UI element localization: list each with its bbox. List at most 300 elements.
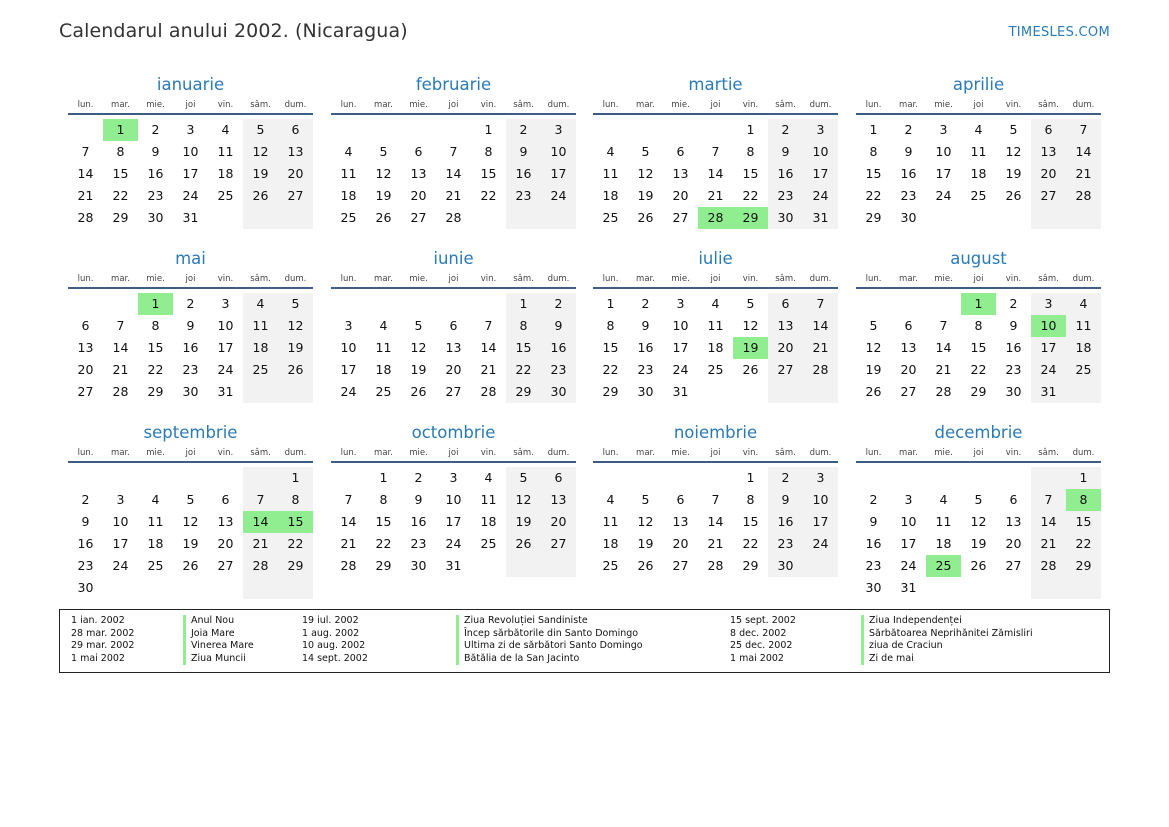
weekday-label: lun. <box>77 100 94 110</box>
day-cell: 22 <box>147 362 164 377</box>
day-cell: 12 <box>1005 144 1022 159</box>
weekday-label: mar. <box>111 274 130 284</box>
day-cell: 2 <box>506 119 541 141</box>
day-cell: 21 <box>445 188 462 203</box>
day-cell: 3 <box>939 122 948 137</box>
day-cell: 24 <box>340 384 357 399</box>
day-cell: 1 <box>869 122 878 137</box>
day-cell: 19 <box>182 536 199 551</box>
weekend-blank <box>506 555 541 577</box>
day-cell: 21 <box>243 533 278 555</box>
weekend-blank <box>768 381 803 403</box>
day-cell: 9 <box>768 141 803 163</box>
day-cell: 12 <box>278 315 313 337</box>
day-cell: 8 <box>506 315 541 337</box>
weekday-label: vin. <box>217 274 234 284</box>
weekday-label: mar. <box>899 100 918 110</box>
day-cell: 23 <box>541 359 576 381</box>
month-aprilie <box>856 74 1101 247</box>
day-cell: 28 <box>935 384 952 399</box>
day-cell: 19 <box>375 188 392 203</box>
day-cell: 3 <box>803 119 838 141</box>
day-cell: 3 <box>221 296 230 311</box>
day-cell: 7 <box>711 492 720 507</box>
day-cell: 6 <box>676 492 685 507</box>
day-cell: 16 <box>541 337 576 359</box>
weekday-label: sâm. <box>513 274 534 284</box>
day-cell: 7 <box>484 318 493 333</box>
day-cell: 12 <box>637 166 654 181</box>
day-cell: 8 <box>606 318 615 333</box>
weekday-label: mie. <box>409 274 428 284</box>
day-cell: 19 <box>278 337 313 359</box>
weekday-label: vin. <box>742 100 759 110</box>
day-cell: 15 <box>865 166 882 181</box>
day-grid <box>331 115 576 247</box>
weekday-label: mie. <box>409 448 428 458</box>
page-title: Calendarul anului 2002. (Nicaragua) <box>59 20 408 42</box>
day-cell: 5 <box>869 318 878 333</box>
day-grid <box>593 289 838 421</box>
day-cell: 16 <box>410 514 427 529</box>
weekday-header <box>331 97 576 115</box>
day-cell: 18 <box>602 188 619 203</box>
day-cell: 8 <box>379 492 388 507</box>
day-cell: 6 <box>278 119 313 141</box>
weekday-label: lun. <box>602 100 619 110</box>
day-cell: 24 <box>672 362 689 377</box>
day-cell: 19 <box>637 188 654 203</box>
day-cell: 30 <box>900 210 917 225</box>
day-cell: 4 <box>151 492 160 507</box>
day-cell-holiday: 1 <box>138 293 173 315</box>
weekday-label: sâm. <box>250 448 271 458</box>
legend-holiday-name: Zi de mai <box>869 652 914 664</box>
weekday-label: mar. <box>374 448 393 458</box>
weekend-blank <box>506 207 541 229</box>
legend-holiday-name: Ultima zi de sărbători Santo Domingo <box>464 640 643 652</box>
weekday-label: lun. <box>340 274 357 284</box>
day-cell: 9 <box>186 318 195 333</box>
day-cell: 14 <box>707 166 724 181</box>
weekday-label: dum. <box>1072 448 1095 458</box>
day-cell: 25 <box>1066 359 1101 381</box>
month-ianuarie <box>68 74 313 247</box>
day-cell: 11 <box>935 514 952 529</box>
day-cell: 22 <box>112 188 129 203</box>
day-cell: 13 <box>900 340 917 355</box>
day-cell: 3 <box>449 470 458 485</box>
weekday-label: joi <box>448 100 459 110</box>
weekday-label: vin. <box>480 448 497 458</box>
day-cell: 13 <box>1005 514 1022 529</box>
weekday-header <box>68 97 313 115</box>
day-cell: 9 <box>1009 318 1018 333</box>
weekday-label: sâm. <box>513 100 534 110</box>
day-grid <box>856 289 1101 421</box>
day-cell: 3 <box>904 492 913 507</box>
month-septembrie <box>68 422 313 595</box>
day-cell: 25 <box>970 188 987 203</box>
day-cell: 12 <box>182 514 199 529</box>
day-cell: 27 <box>1005 558 1022 573</box>
day-cell: 30 <box>182 384 199 399</box>
month-name: decembrie <box>934 423 1023 442</box>
day-cell: 8 <box>151 318 160 333</box>
weekday-header <box>331 445 576 463</box>
weekday-header <box>856 445 1101 463</box>
day-cell: 11 <box>243 315 278 337</box>
day-cell: 29 <box>742 558 759 573</box>
day-cell: 23 <box>410 536 427 551</box>
day-cell: 6 <box>1009 492 1018 507</box>
day-cell: 21 <box>707 536 724 551</box>
weekday-label: mie. <box>934 100 953 110</box>
day-cell: 1 <box>1066 467 1101 489</box>
day-cell: 20 <box>445 362 462 377</box>
day-cell: 2 <box>904 122 913 137</box>
day-cell: 7 <box>449 144 458 159</box>
weekday-label: sâm. <box>250 100 271 110</box>
day-cell: 14 <box>445 166 462 181</box>
day-cell: 26 <box>970 558 987 573</box>
month-februarie <box>331 74 576 247</box>
weekday-label: sâm. <box>1038 448 1059 458</box>
weekday-label: joi <box>973 274 984 284</box>
day-cell-holiday: 14 <box>243 511 278 533</box>
day-cell: 8 <box>746 144 755 159</box>
weekday-label: dum. <box>1072 100 1095 110</box>
day-cell: 24 <box>803 533 838 555</box>
weekday-label: joi <box>973 448 984 458</box>
day-cell: 17 <box>340 362 357 377</box>
day-cell: 27 <box>672 558 689 573</box>
legend-date: 1 aug. 2002 <box>302 627 360 639</box>
day-cell: 28 <box>340 558 357 573</box>
day-cell: 26 <box>182 558 199 573</box>
day-cell: 27 <box>1031 185 1066 207</box>
day-cell: 30 <box>865 580 882 595</box>
day-cell: 26 <box>506 533 541 555</box>
weekday-label: mie. <box>146 274 165 284</box>
weekday-label: vin. <box>480 274 497 284</box>
day-cell: 31 <box>1031 381 1066 403</box>
weekday-label: mar. <box>111 100 130 110</box>
day-cell: 25 <box>602 558 619 573</box>
day-cell: 28 <box>445 210 462 225</box>
weekday-label: joi <box>448 274 459 284</box>
day-cell: 16 <box>637 340 654 355</box>
day-cell: 25 <box>217 188 234 203</box>
day-cell: 28 <box>707 558 724 573</box>
weekday-label: dum. <box>284 448 307 458</box>
month-name: septembrie <box>143 423 238 442</box>
day-cell: 29 <box>506 381 541 403</box>
day-cell: 21 <box>1066 163 1101 185</box>
legend-holiday-name: Bătălia de la San Jacinto <box>464 652 580 664</box>
day-cell: 10 <box>803 141 838 163</box>
day-cell: 27 <box>445 384 462 399</box>
day-cell: 28 <box>112 384 129 399</box>
day-cell: 23 <box>77 558 94 573</box>
day-cell: 22 <box>865 188 882 203</box>
day-cell: 13 <box>672 166 689 181</box>
month-name: ianuarie <box>156 75 225 94</box>
day-cell: 28 <box>480 384 497 399</box>
day-cell: 20 <box>541 511 576 533</box>
day-cell: 5 <box>414 318 423 333</box>
day-cell: 2 <box>1009 296 1018 311</box>
day-cell: 12 <box>637 514 654 529</box>
day-cell: 16 <box>768 511 803 533</box>
day-cell: 27 <box>900 384 917 399</box>
day-cell: 17 <box>1031 337 1066 359</box>
day-cell: 4 <box>243 293 278 315</box>
weekday-label: mar. <box>374 274 393 284</box>
day-cell: 9 <box>869 514 878 529</box>
day-cell: 1 <box>746 470 755 485</box>
month-name: octombrie <box>411 423 496 442</box>
day-grid <box>68 289 313 421</box>
day-cell: 23 <box>182 362 199 377</box>
day-cell: 29 <box>147 384 164 399</box>
legend-date-column <box>71 615 134 665</box>
legend-date: 15 sept. 2002 <box>730 615 796 626</box>
legend-name-column <box>183 615 254 665</box>
weekday-header <box>856 271 1101 289</box>
day-cell: 3 <box>676 296 685 311</box>
legend-date: 1 mai 2002 <box>71 652 125 664</box>
weekday-label: dum. <box>809 274 832 284</box>
weekday-label: mie. <box>671 100 690 110</box>
day-cell: 10 <box>445 492 462 507</box>
day-cell: 16 <box>865 536 882 551</box>
weekend-blank <box>278 381 313 403</box>
day-cell: 4 <box>974 122 983 137</box>
day-grid <box>856 115 1101 247</box>
day-cell: 13 <box>217 514 234 529</box>
day-cell: 26 <box>637 210 654 225</box>
day-cell: 11 <box>217 144 234 159</box>
day-cell: 4 <box>484 470 493 485</box>
day-cell: 2 <box>151 122 160 137</box>
day-cell: 4 <box>606 144 615 159</box>
weekday-label: dum. <box>1072 274 1095 284</box>
weekday-label: vin. <box>480 100 497 110</box>
legend-holiday-name: ziua de Craciun <box>869 640 943 652</box>
day-cell: 22 <box>742 188 759 203</box>
day-cell: 2 <box>541 293 576 315</box>
day-cell: 26 <box>865 384 882 399</box>
day-cell: 9 <box>768 489 803 511</box>
day-cell: 24 <box>112 558 129 573</box>
weekend-blank <box>243 467 278 489</box>
month-martie <box>593 74 838 247</box>
day-cell: 8 <box>484 144 493 159</box>
day-cell: 5 <box>746 296 755 311</box>
weekday-label: mie. <box>671 274 690 284</box>
legend-date-column <box>730 615 796 665</box>
weekday-header <box>593 445 838 463</box>
day-cell: 13 <box>410 166 427 181</box>
legend-name-column <box>861 615 1033 665</box>
weekday-label: mie. <box>146 100 165 110</box>
day-cell: 8 <box>746 492 755 507</box>
day-cell: 15 <box>112 166 129 181</box>
day-cell: 10 <box>182 144 199 159</box>
day-cell: 6 <box>81 318 90 333</box>
day-cell: 24 <box>445 536 462 551</box>
brand-link[interactable]: TIMESLES.COM <box>1008 25 1110 40</box>
day-cell: 12 <box>506 489 541 511</box>
day-cell: 5 <box>1009 122 1018 137</box>
day-cell: 9 <box>904 144 913 159</box>
weekday-label: dum. <box>284 274 307 284</box>
day-cell: 31 <box>672 384 689 399</box>
weekday-label: joi <box>710 448 721 458</box>
day-cell: 14 <box>112 340 129 355</box>
day-cell: 26 <box>243 185 278 207</box>
day-cell: 28 <box>243 555 278 577</box>
legend-date-column <box>302 615 368 665</box>
day-cell: 16 <box>147 166 164 181</box>
day-cell: 15 <box>970 340 987 355</box>
weekday-label: vin. <box>742 448 759 458</box>
day-cell: 10 <box>112 514 129 529</box>
day-cell: 6 <box>221 492 230 507</box>
day-cell: 26 <box>278 359 313 381</box>
weekday-header <box>593 271 838 289</box>
weekend-blank <box>1031 207 1066 229</box>
day-cell-holiday: 25 <box>926 555 961 577</box>
day-cell: 29 <box>865 210 882 225</box>
day-cell: 5 <box>379 144 388 159</box>
weekday-label: mar. <box>111 448 130 458</box>
day-cell: 18 <box>1066 337 1101 359</box>
day-cell: 22 <box>506 359 541 381</box>
day-cell-holiday: 15 <box>278 511 313 533</box>
weekend-blank <box>803 555 838 577</box>
legend-holiday-name: Anul Nou <box>191 615 235 626</box>
day-cell: 13 <box>768 315 803 337</box>
day-cell: 18 <box>340 188 357 203</box>
holiday-legend <box>59 609 1110 673</box>
day-cell: 8 <box>974 318 983 333</box>
day-cell: 11 <box>970 144 987 159</box>
month-name: martie <box>688 75 743 94</box>
day-cell: 9 <box>151 144 160 159</box>
day-cell: 30 <box>410 558 427 573</box>
day-cell: 24 <box>935 188 952 203</box>
legend-holiday-name: Joia Mare <box>191 627 235 639</box>
day-cell: 12 <box>375 166 392 181</box>
day-cell: 13 <box>672 514 689 529</box>
day-cell: 14 <box>707 514 724 529</box>
weekday-label: joi <box>448 448 459 458</box>
day-cell: 14 <box>1031 511 1066 533</box>
day-cell: 19 <box>970 536 987 551</box>
day-cell: 23 <box>768 185 803 207</box>
month-mai <box>68 248 313 421</box>
day-cell: 11 <box>602 514 619 529</box>
day-cell: 25 <box>375 384 392 399</box>
day-cell: 23 <box>900 188 917 203</box>
month-name: aprilie <box>952 75 1005 94</box>
weekday-label: dum. <box>547 274 570 284</box>
weekday-header <box>331 271 576 289</box>
day-cell: 25 <box>707 362 724 377</box>
day-cell: 20 <box>672 536 689 551</box>
day-cell: 3 <box>186 122 195 137</box>
day-cell: 17 <box>803 163 838 185</box>
day-cell: 18 <box>243 337 278 359</box>
day-cell: 21 <box>707 188 724 203</box>
weekday-label: joi <box>185 448 196 458</box>
day-cell: 10 <box>672 318 689 333</box>
day-cell: 20 <box>768 337 803 359</box>
day-cell: 14 <box>77 166 94 181</box>
day-cell: 27 <box>278 185 313 207</box>
day-cell: 10 <box>217 318 234 333</box>
legend-date: 1 mai 2002 <box>730 652 784 664</box>
day-cell: 26 <box>410 384 427 399</box>
day-cell: 16 <box>506 163 541 185</box>
day-cell: 3 <box>1031 293 1066 315</box>
weekday-label: dum. <box>809 448 832 458</box>
day-cell: 19 <box>506 511 541 533</box>
day-cell: 11 <box>1066 315 1101 337</box>
day-cell-holiday: 29 <box>733 207 768 229</box>
day-cell: 4 <box>221 122 230 137</box>
day-cell: 20 <box>217 536 234 551</box>
day-cell: 16 <box>768 163 803 185</box>
weekday-label: lun. <box>340 100 357 110</box>
legend-holiday-name: Încep sărbătorile din Santo Domingo <box>464 627 639 639</box>
month-noiembrie <box>593 422 838 595</box>
day-cell: 24 <box>541 185 576 207</box>
legend-date: 1 ian. 2002 <box>71 615 125 626</box>
day-cell: 23 <box>1005 362 1022 377</box>
day-grid <box>68 115 313 247</box>
day-cell: 13 <box>445 340 462 355</box>
day-cell: 29 <box>602 384 619 399</box>
day-cell: 17 <box>112 536 129 551</box>
day-cell: 27 <box>410 210 427 225</box>
day-cell: 26 <box>637 558 654 573</box>
day-cell: 6 <box>904 318 913 333</box>
day-cell: 5 <box>186 492 195 507</box>
day-cell: 20 <box>900 362 917 377</box>
day-cell: 7 <box>939 318 948 333</box>
day-cell: 31 <box>217 384 234 399</box>
day-cell: 12 <box>742 318 759 333</box>
weekend-blank <box>541 555 576 577</box>
day-cell: 7 <box>803 293 838 315</box>
day-cell: 15 <box>742 166 759 181</box>
weekday-label: lun. <box>77 448 94 458</box>
day-cell: 20 <box>672 188 689 203</box>
day-cell-holiday: 28 <box>698 207 733 229</box>
day-cell: 21 <box>340 536 357 551</box>
day-cell: 12 <box>243 141 278 163</box>
day-cell: 4 <box>344 144 353 159</box>
month-iunie <box>331 248 576 421</box>
weekday-label: mar. <box>899 274 918 284</box>
day-cell-holiday: 10 <box>1031 315 1066 337</box>
legend-date: 8 dec. 2002 <box>730 627 787 639</box>
day-cell: 22 <box>970 362 987 377</box>
day-cell: 10 <box>803 489 838 511</box>
